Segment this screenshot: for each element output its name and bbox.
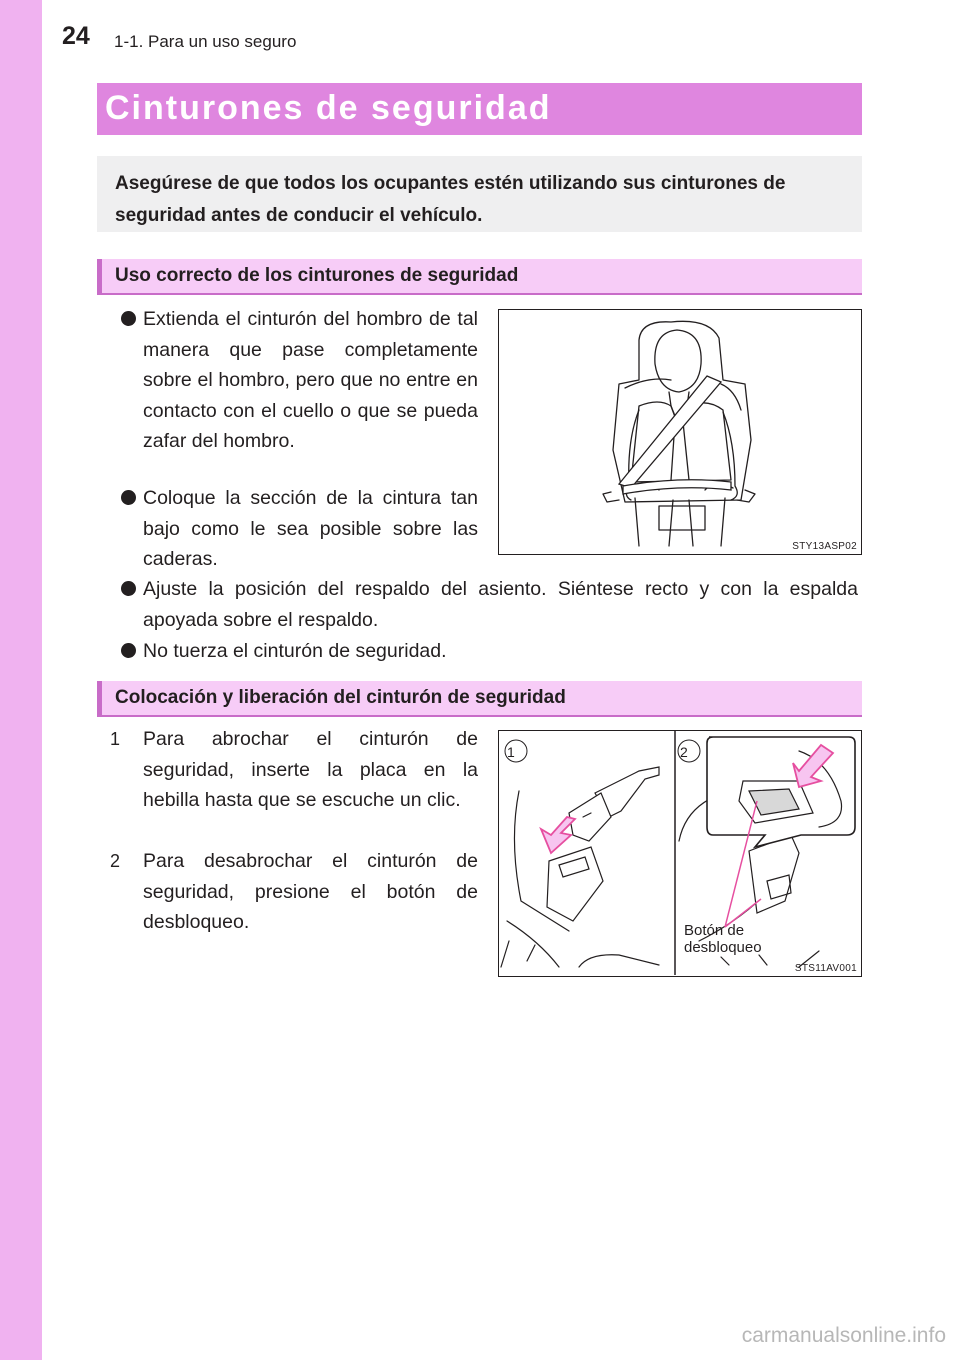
step-number: 1: [110, 729, 121, 749]
section-heading-fasten-release: Colocación y liberación del cinturón de seguridad: [97, 681, 862, 717]
callout-line: Botón de: [684, 922, 745, 939]
watermark: carmanualsonline.info: [741, 1324, 946, 1347]
bullet-text: Coloque la sección de la cintura tan bajo como le sea posible sobre las caderas.: [143, 487, 478, 570]
bullet-dot-icon: [121, 581, 136, 596]
seated-driver-illustration: [499, 310, 860, 553]
bullet-dot-icon: [121, 643, 136, 658]
step-text: Para desabrochar el cinturón de seguridad, presione el botón de desbloqueo.: [143, 850, 478, 933]
figure-code: STS11AV001: [794, 963, 857, 974]
figure-label-1: 1: [507, 744, 515, 760]
figure-label-2: 2: [680, 744, 688, 760]
page-title: Cinturones de seguridad: [97, 83, 862, 135]
bullet-dot-icon: [121, 311, 136, 326]
figure-seated-driver: [498, 309, 862, 555]
step-number: 2: [110, 851, 121, 871]
bullet-dot-icon: [121, 490, 136, 505]
intro-box: Asegúrese de que todos los ocupantes estén utilizando sus cinturones de seguridad antes de conducir el vehículo.: [97, 156, 862, 232]
figure-code: STY13ASP02: [792, 541, 857, 552]
page-number: 24: [62, 22, 90, 50]
bullet-text: Extienda el cinturón del hombro de tal manera que pase completamente sobre el hombro, pero que no entre en contacto con el cuello o que se pueda zafar del hombro.: [143, 308, 478, 452]
callout-line: desbloqueo: [684, 939, 762, 956]
section-heading-correct-use: Uso correcto de los cinturones de seguridad: [97, 259, 862, 295]
left-tab-strip: [0, 0, 42, 1360]
bullet-text: No tuerza el cinturón de seguridad.: [143, 640, 447, 662]
release-button-callout: [684, 922, 762, 956]
step-text: Para abrochar el cinturón de seguridad, inserte la placa en la hebilla hasta que se escuche un clic.: [143, 728, 478, 811]
figure-buckle: [498, 730, 862, 977]
section-header: 1-1. Para un uso seguro: [114, 32, 297, 51]
buckle-illustration: [499, 731, 860, 975]
bullet-text: Ajuste la posición del respaldo del asiento. Siéntese recto y con la espalda apoyada sobre el respaldo.: [143, 578, 858, 631]
